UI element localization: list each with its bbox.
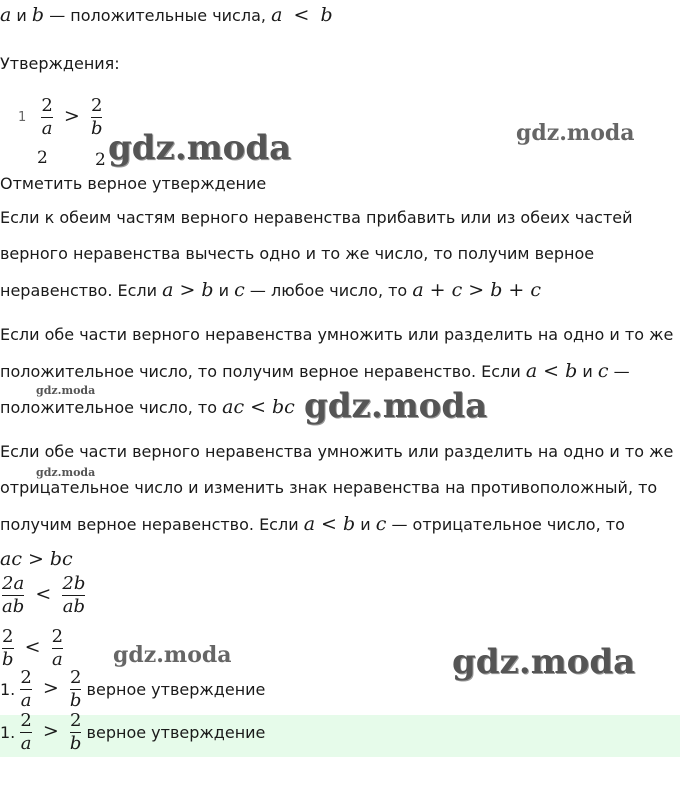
step2-inequality: $\frac{2}{b}$ < $\frac{2}{a}$	[2, 627, 64, 667]
claim-extra-2b: 2	[95, 150, 106, 170]
rule2-line1: Если обе части верного неравенства умножить или разделить на одно и то же	[0, 325, 674, 344]
result-inequality: ac > bc	[0, 548, 73, 570]
rule3-line1: Если обе части верного неравенства умножить или разделить на одно и то же	[0, 442, 674, 461]
rule1-line3: неравенство. Если a > b и c — любое число, то a + c > b + c	[0, 279, 542, 301]
claim-frac-right: $\frac{2}{b}$	[90, 95, 103, 139]
claim-index: 1	[18, 110, 27, 125]
rule2-line2: положительное число, то получим верное неравенство. Если a < b и c —	[0, 360, 630, 382]
problem-statement: a и b — положительные числа, a < b	[0, 4, 333, 26]
watermark: gdz.moda	[304, 386, 488, 426]
rule1-line1: Если к обеим частям верного неравенства прибавить или из обеих частей	[0, 208, 633, 227]
rule1-line2: верного неравенства вычесть одно и то же число, то получим верное	[0, 244, 595, 263]
answer-highlight	[0, 711, 680, 757]
final-statement: 1. $\frac{2}{a}$ > $\frac{2}{b}$ верное утверждение	[0, 668, 266, 711]
step1-inequality: $\frac{2a}{ab}$ < $\frac{2b}{ab}$	[2, 573, 86, 617]
claim-extra-2a: 2	[37, 148, 48, 168]
instruction-text: Отметить верное утверждение	[0, 174, 267, 193]
rule3-line3: получим верное неравенство. Если a < b и c — отрицательное число, то	[0, 513, 625, 535]
watermark: gdz.moda	[452, 642, 636, 682]
claim-frac-left: $\frac{2}{a}$	[41, 95, 53, 139]
watermark: gdz.moda	[36, 466, 96, 479]
rule3-line2: отрицательное число и изменить знак неравенства на противоположный, то	[0, 478, 658, 497]
watermark: gdz.moda	[108, 128, 292, 168]
watermark: gdz.moda	[113, 642, 232, 668]
rule2-line3: положительное число, то ac < bc	[0, 396, 295, 418]
watermark: gdz.moda	[36, 384, 96, 397]
claim-1: 1 $\frac{2}{a}$ > $\frac{2}{b}$	[18, 95, 103, 139]
answer-statement: 1. $\frac{2}{a}$ > $\frac{2}{b}$ верное утверждение	[0, 711, 266, 754]
watermark: gdz.moda	[516, 120, 635, 146]
claims-label: Утверждения:	[0, 54, 120, 73]
